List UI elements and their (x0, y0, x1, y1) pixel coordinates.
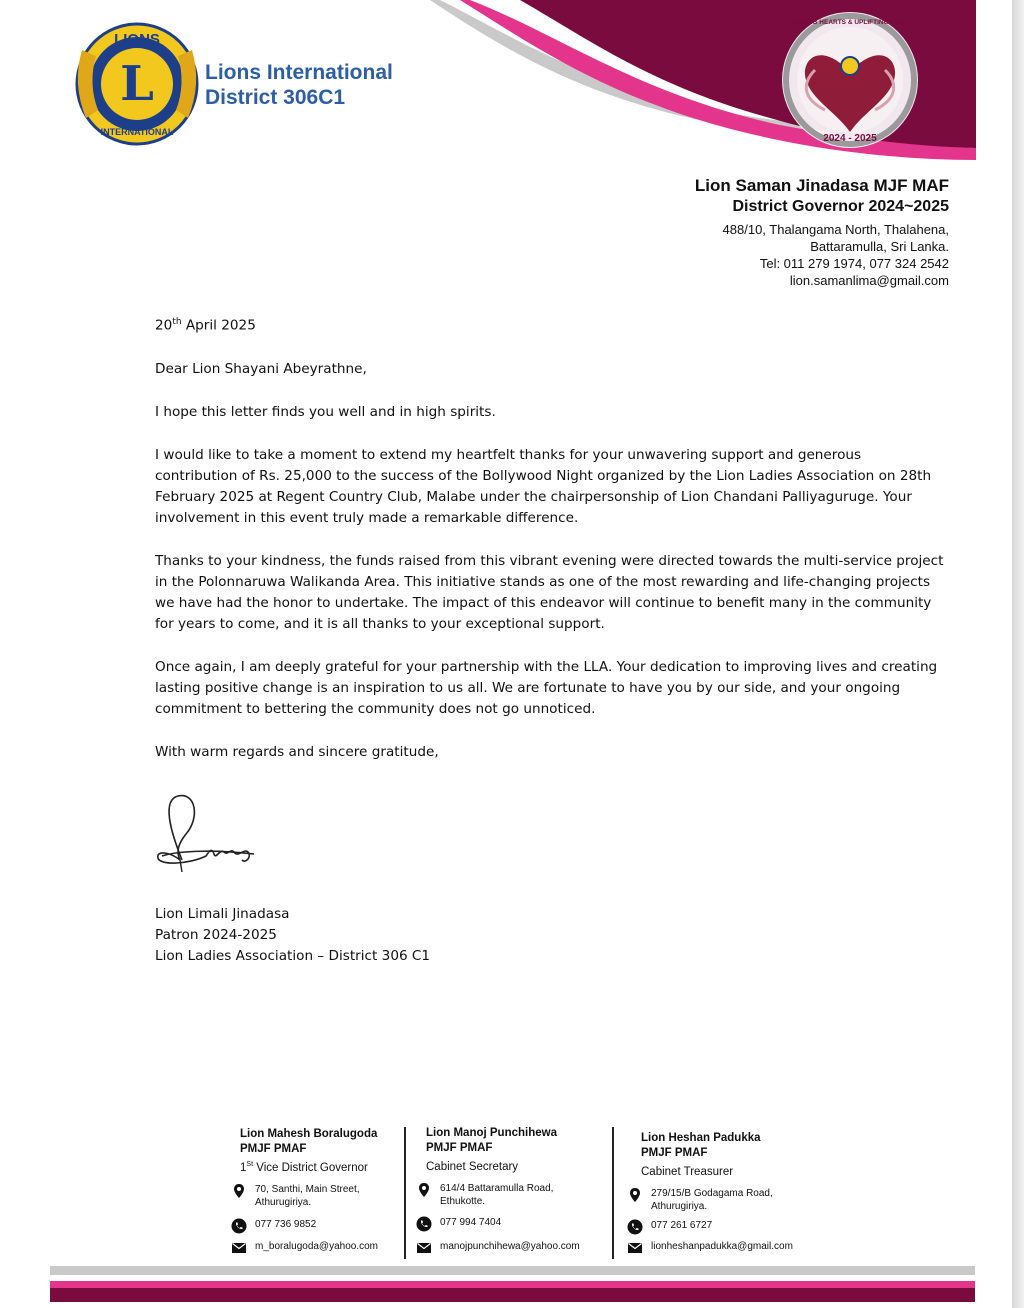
paragraph-4: Once again, I am deeply grateful for your partnership with the LLA. Your dedication to improving lives and creating lasting positive change is an inspiration to us all. We are fortunate to have you by our side, and your ongoing commitment to bettering the community does not go unnoticed. (155, 658, 938, 717)
location-pin-icon (231, 1183, 247, 1199)
paragraph-1: I hope this letter finds you well and in high spirits. (155, 403, 496, 420)
footer-1-address: 70, Santhi, Main Street, Athurugiriya. (231, 1183, 360, 1209)
closing: With warm regards and sincere gratitude, (155, 743, 439, 760)
org-name (205, 60, 393, 110)
paragraph-3: Thanks to your kindness, the funds raised from this vibrant evening were directed towards the multi-service project in the Polonnaruwa Walikanda Area. This initiative stands as one of the most rewarding and life-changing projects we have had the honor to undertake. The impact of this endeavor will continue to benefit many in the community for years to come, and it is all thanks to your exceptional support. (155, 552, 944, 632)
phone-icon (231, 1218, 247, 1234)
signer-block (155, 904, 430, 967)
governor-block (695, 175, 949, 289)
paragraph-2: I would like to take a moment to extend my heartfelt thanks for your unwavering support and generous contribution of Rs. 25,000 to the success of the Bollywood Night organized by the Lion Ladies Association on 28th February 2025 at Regent Country Club, Malabe under the chairpersonship of Lion Chandani Palliyaguruge. Your involvement in this event truly made a remarkable difference. (155, 446, 932, 526)
letter-body (155, 312, 945, 785)
emblem-motto: UNITING HEARTS & UPLIFTING LIVES (790, 19, 910, 26)
officer-name: Lion Manoj Punchihewa (426, 1127, 557, 1139)
footer-divider-1 (404, 1127, 406, 1259)
officer-name: Lion Mahesh Boralugoda (240, 1128, 378, 1140)
governor-address-line2: Battaramulla, Sri Lanka. (810, 239, 949, 254)
footer-officer-2 (426, 1126, 557, 1175)
officer-title: PMJF PMAF (641, 1147, 708, 1159)
mail-icon (416, 1240, 432, 1256)
footer-3-phone: 077 261 6727 (627, 1219, 712, 1235)
salutation: Dear Lion Shayani Abeyrathne, (155, 360, 367, 377)
signature (150, 790, 270, 880)
signer-name: Lion Limali Jinadasa (155, 906, 290, 922)
footer-officer-1 (240, 1127, 377, 1176)
governor-email: lion.samanlima@gmail.com (789, 273, 949, 288)
emblem-year: 2024 - 2025 (823, 133, 877, 144)
logo-letter: L (120, 56, 154, 112)
footer-3-address: 279/15/B Godagama Road, Athurugiriya. (627, 1187, 773, 1213)
location-pin-icon (416, 1182, 432, 1198)
signer-role: Patron 2024-2025 (155, 927, 277, 943)
org-name-line2: District 306C1 (205, 86, 346, 109)
footer-1-email: m_boralugoda@yahoo.com (231, 1240, 378, 1256)
governor-name: Lion Saman Jinadasa MJF MAF (694, 176, 949, 195)
officer-title: PMJF PMAF (426, 1142, 493, 1154)
officer-role: Cabinet Treasurer (641, 1165, 734, 1178)
org-name-line1: Lions International (205, 61, 393, 84)
mail-icon (231, 1240, 247, 1256)
header-banner (0, 0, 1014, 170)
footer-2-email: manojpunchihewa@yahoo.com (416, 1240, 580, 1256)
footer-2-phone: 077 994 7404 (416, 1216, 501, 1232)
logo-text-top: LIONS (114, 31, 160, 48)
letter-date: 20th April 2025 (155, 317, 256, 334)
phone-icon (416, 1216, 432, 1232)
page-edge (1012, 0, 1024, 1308)
officer-role: 1St Vice District Governor (240, 1161, 368, 1174)
footer-3-email: lionheshanpadukka@gmail.com (627, 1240, 793, 1256)
phone-icon (627, 1219, 643, 1235)
officer-role: Cabinet Secretary (426, 1160, 519, 1173)
governor-title: District Governor 2024~2025 (732, 198, 949, 215)
footer-officer-3 (641, 1131, 761, 1180)
logo-text-bottom: INTERNATIONAL (100, 127, 174, 137)
governor-phone: Tel: 011 279 1974, 077 324 2542 (759, 256, 949, 271)
footer-2-address: 614/4 Battaramulla Road, Ethukotte. (416, 1182, 553, 1208)
signer-org: Lion Ladies Association – District 306 C1 (155, 948, 431, 964)
location-pin-icon (627, 1187, 643, 1203)
footer-divider-2 (612, 1127, 614, 1259)
footer-1-phone: 077 736 9852 (231, 1218, 316, 1234)
officer-title: PMJF PMAF (240, 1143, 307, 1155)
officer-name: Lion Heshan Padukka (641, 1132, 761, 1144)
governor-address-line1: 488/10, Thalangama North, Thalahena, (722, 222, 949, 237)
district-emblem (782, 12, 918, 148)
mail-icon (627, 1240, 643, 1256)
footer-color-bars (50, 1266, 975, 1302)
lions-logo (77, 24, 197, 144)
